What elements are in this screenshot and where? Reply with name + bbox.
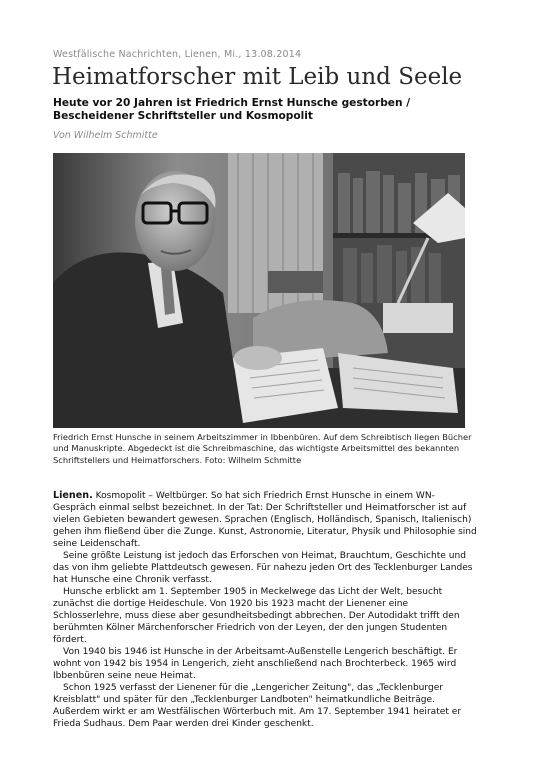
paragraph-5: Schon 1925 verfasst der Lienener für die „Lengericher Zeitung", das „Tecklenburger Kreisblatt" und später für den „Tecklenburger Landboten" heimatkundliche Beiträge. Außerdem wirkt er am Westfälischen Wörterbuch mit. Am 17. September 1941 heiratet er Frieda Sudhaus. Dem Paar werden drei Kinder geschenkt. bbox=[53, 683, 462, 729]
article-photo bbox=[53, 153, 465, 428]
subheadline: Heute vor 20 Jahren ist Friedrich Ernst Hunsche gestorben / Bescheidener Schriftsteller und Kosmopolit bbox=[53, 97, 411, 122]
paragraph-2: Seine größte Leistung ist jedoch das Erforschen von Heimat, Brauchtum, Geschichte und das von ihm geliebte Plattdeutsch gewesen. Für nahezu jeden Ort des Tecklenburger Landes hat Hunsche eine Chronik verfasst. bbox=[53, 551, 473, 585]
paragraph-3: Hunsche erblickt am 1. September 1905 in Meckelwege das Licht der Welt, besucht zunächst die dortige Heideschule. Von 1920 bis 1923 macht der Lienener eine Schlosserlehre, muss diese aber gesundheitsbedingt abbrechen. Der Autodidakt trifft den berühmten Kölner Märchenforscher Friedrich von der Leyen, der den jungen Studenten fördert. bbox=[53, 587, 460, 645]
headline: Heimatforscher mit Leib und Seele bbox=[52, 64, 463, 90]
article-body bbox=[53, 490, 478, 730]
paragraph-4: Von 1940 bis 1946 ist Hunsche in der Arbeitsamt-Außenstelle Lengerich beschäftigt. Er wohnt von 1942 bis 1954 in Lengerich, zieht anschließend nach Brochterbeck. 1965 wird Ibbenbüren seine neue Heimat. bbox=[53, 647, 458, 681]
dateline: Lienen. bbox=[53, 490, 93, 501]
source-line: Westfälische Nachrichten, Lienen, Mi., 13.08.2014 bbox=[53, 49, 302, 60]
paragraph-1: Lienen. Kosmopolit – Weltbürger. So hat sich Friedrich Ernst Hunsche in einem WN-Gespräch einmal selbst bezeichnet. In der Tat: Der Schriftsteller und Heimatforscher ist auf vielen Gebieten bewandert gewesen. Sprachen (Englisch, Holländisch, Spanisch, Italienisch) gehen ihm fließend über die Zunge. Kunst, Astronomie, Literatur, Physik und Philosophie sind seine Leidenschaft. bbox=[53, 490, 477, 549]
photo-caption: Friedrich Ernst Hunsche in seinem Arbeitszimmer in Ibbenbüren. Auf dem Schreibtisch liegen Bücher und Manuskripte. Abgedeckt ist die Schreibmaschine, das wichtigste Arbeitsmittel des bekannten Schriftstellers und Heimatforschers. Foto: Wilhelm Schmitte bbox=[53, 432, 472, 465]
author-byline: Von Wilhelm Schmitte bbox=[53, 130, 158, 141]
